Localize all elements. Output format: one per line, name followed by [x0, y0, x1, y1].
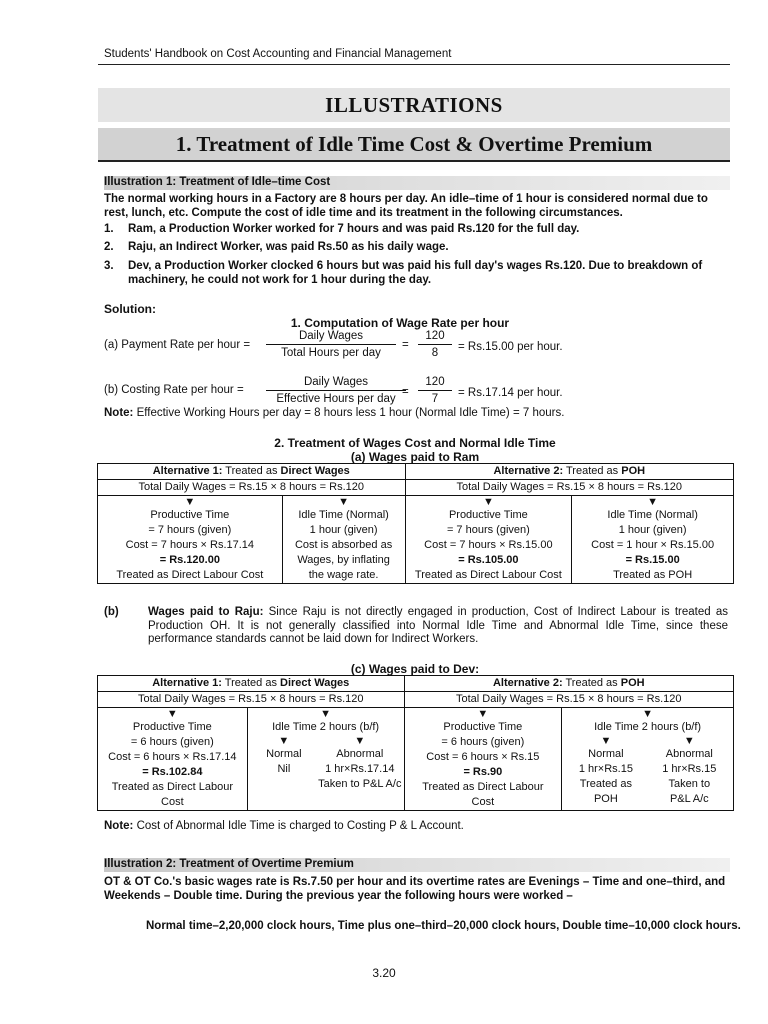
cell-line: the wage rate.	[308, 569, 379, 581]
cell-line: 1 hr×Rs.17.14	[325, 763, 395, 775]
illustrations-banner	[98, 88, 730, 122]
arrow-down-icon: ▼	[477, 708, 489, 720]
raju-paragraph	[148, 606, 728, 647]
arrow-down-icon: ▼	[647, 496, 659, 508]
solution-label: Solution:	[104, 302, 156, 316]
normal-branch	[250, 735, 318, 792]
alt-mid: Treated as	[563, 465, 622, 477]
cell-line: Abnormal	[665, 748, 713, 760]
equals-sign: =	[402, 339, 409, 351]
alt-prefix: Alternative 1:	[152, 677, 222, 689]
list-item	[104, 240, 734, 254]
productive-time-cell	[404, 708, 562, 811]
cell-line: Cost = 6 hours × Rs.17.14	[108, 751, 237, 763]
cell-line: Normal	[588, 748, 624, 760]
alt1-header	[98, 676, 405, 692]
cell-line: = 6 hours (given)	[130, 736, 214, 748]
costing-rate-fraction	[266, 376, 406, 405]
cell-line: Cost	[471, 796, 495, 808]
item-text: Raju, an Indirect Worker, was paid Rs.50 as his daily wage.	[128, 241, 449, 253]
hours-worked-line: Normal time–2,20,000 clock hours, Time plus one–third–20,000 clock hours, Double time–10,000 clock hours.	[146, 920, 741, 932]
arrow-down-icon: ▼	[683, 735, 695, 747]
header-rule	[98, 64, 730, 65]
alt-treatment: Direct Wages	[280, 677, 350, 689]
fraction-bar	[418, 344, 452, 345]
cell-line: Treated as Direct Labour	[111, 781, 233, 793]
computation-title: 1. Computation of Wage Rate per hour	[290, 316, 510, 330]
list-item	[104, 259, 734, 287]
alt-mid: Treated as	[221, 677, 280, 689]
normal-branch	[564, 735, 647, 807]
payment-rate-result: = Rs.15.00 per hour.	[458, 341, 563, 353]
alt2-header	[405, 464, 733, 480]
cell-line: = Rs.102.84	[142, 766, 203, 778]
fraction-denominator: 8	[431, 347, 439, 359]
cell-line: = Rs.120.00	[159, 554, 220, 566]
cell-line: = Rs.105.00	[458, 554, 519, 566]
productive-time-cell	[98, 708, 248, 811]
illustration-1-intro: The normal working hours in a Factory are 8 hours per day. An idle–time of 1 hour is considered normal due to rest, lunch, etc. Compute the cost of idle time and its treatment in the following circumstances.	[104, 193, 708, 219]
arrow-down-icon: ▼	[320, 708, 332, 720]
illustrations-heading: ILLUSTRATIONS	[325, 93, 503, 117]
arrow-down-icon: ▼	[642, 708, 654, 720]
cell-line: Idle Time (Normal)	[298, 509, 389, 521]
page-number: 3.20	[372, 966, 396, 980]
arrow-down-icon: ▼	[278, 735, 290, 747]
cell-line: Treated as Direct Labour Cost	[414, 569, 562, 581]
item-number: 1.	[104, 223, 114, 235]
fraction-denominator: Total Hours per day	[281, 347, 381, 359]
cell-line: Treated as Direct Labour	[422, 781, 544, 793]
fraction-bar	[266, 344, 396, 345]
illustration-2-title: Illustration 2: Treatment of Overtime Premium	[104, 858, 354, 870]
cell-line: Cost = 7 hours × Rs.15.00	[424, 539, 553, 551]
dev-title: (c) Wages paid to Dev:	[350, 662, 480, 676]
cell-line: 1 hour (given)	[309, 524, 378, 536]
idle-time-cell	[572, 496, 734, 584]
item-text: Dev, a Production Worker clocked 6 hours but was paid his full day's wages Rs.120. Due to breakdown of machinery, he could not work for 1 hour during the day.	[128, 260, 703, 286]
arrow-down-icon: ▼	[166, 708, 178, 720]
cell-line: Nil	[277, 763, 291, 775]
arrow-down-icon: ▼	[600, 735, 612, 747]
running-header: Students' Handbook on Cost Accounting and Financial Management	[104, 48, 452, 60]
cell-line: Productive Time	[150, 509, 230, 521]
fraction-bar	[266, 390, 406, 391]
section-heading: 1. Treatment of Idle Time Cost & Overtime Premium	[175, 132, 653, 156]
cell-line: Cost = 7 hours × Rs.17.14	[125, 539, 255, 551]
idle-time-cell	[562, 708, 734, 811]
cell-line: Abnormal	[336, 748, 384, 760]
ram-title: (a) Wages paid to Ram	[350, 450, 480, 464]
alt-mid: Treated as	[222, 465, 281, 477]
arrow-down-icon: ▼	[354, 735, 366, 747]
note-label: Note:	[104, 820, 134, 832]
section-banner	[98, 128, 730, 162]
abnormal-branch	[648, 735, 731, 807]
illustration-1-title: Illustration 1: Treatment of Idle–time Cost	[104, 176, 331, 188]
cell-line: Productive Time	[448, 509, 528, 521]
item-number: 3.	[104, 260, 114, 272]
cell-line: Idle Time (Normal)	[607, 509, 698, 521]
dev-wages-table	[97, 675, 734, 811]
cell-line: 1 hr×Rs.15	[578, 763, 633, 775]
total-wages-row: Total Daily Wages = Rs.15 × 8 hours = Rs.120	[405, 480, 733, 496]
cell-line: = 7 hours (given)	[148, 524, 232, 536]
cell-line: Taken to P&L A/c	[318, 778, 402, 790]
cell-line: Normal	[266, 748, 302, 760]
equals-sign: =	[402, 386, 409, 398]
alt-treatment: POH	[621, 465, 646, 477]
arrow-down-icon: ▼	[184, 496, 196, 508]
alt-prefix: Alternative 2:	[492, 677, 563, 689]
payment-rate-label: (a) Payment Rate per hour =	[104, 339, 251, 351]
cell-line: = Rs.90	[463, 766, 503, 778]
alt-treatment: POH	[620, 677, 645, 689]
note-label: Note:	[104, 407, 134, 419]
alt1-header	[98, 464, 406, 480]
effective-hours-note	[104, 407, 564, 419]
productive-time-cell	[405, 496, 572, 584]
idle-time-cell	[247, 708, 404, 811]
idle-time-cell	[282, 496, 405, 584]
costing-rate-result: = Rs.17.14 per hour.	[458, 387, 563, 399]
alt-prefix: Alternative 1:	[152, 465, 223, 477]
arrow-down-icon: ▼	[482, 496, 494, 508]
illustration-2-intro: OT & OT Co.'s basic wages rate is Rs.7.50 per hour and its overtime rates are Evenings – Time and one–third, and Weekends – Double time. During the previous year the following hours were worked –	[104, 876, 726, 902]
idle-split	[564, 735, 731, 807]
alt-treatment: Direct Wages	[280, 465, 350, 477]
cell-line: Productive Time	[132, 721, 212, 733]
costing-rate-label: (b) Costing Rate per hour =	[104, 384, 244, 396]
total-wages-row: Total Daily Wages = Rs.15 × 8 hours = Rs.120	[98, 692, 405, 708]
idle-head: Idle Time 2 hours (b/f)	[272, 721, 380, 733]
payment-rate-fraction	[266, 330, 396, 359]
cell-line: Treated as Direct Labour Cost	[116, 569, 264, 581]
cell-line: Treated as	[579, 778, 632, 790]
cell-line: = 6 hours (given)	[441, 736, 525, 748]
alt2-header	[404, 676, 733, 692]
cell-line: 1 hour (given)	[618, 524, 687, 536]
abnormal-idle-note	[104, 820, 464, 832]
cell-line: Productive Time	[443, 721, 523, 733]
cell-line: Cost = 1 hour × Rs.15.00	[591, 539, 715, 551]
cell-line: Cost is absorbed as	[294, 539, 393, 551]
fraction-bar	[418, 390, 452, 391]
cell-line: POH	[593, 793, 618, 805]
ram-wages-table	[97, 463, 734, 584]
raju-heading: Wages paid to Raju:	[148, 606, 264, 618]
costing-rate-values	[418, 376, 452, 405]
item-text: Ram, a Production Worker worked for 7 hours and was paid Rs.120 for the full day.	[128, 223, 580, 235]
list-item	[104, 222, 734, 236]
abnormal-branch	[318, 735, 401, 792]
fraction-numerator: Daily Wages	[298, 330, 364, 342]
cell-line: Cost = 6 hours × Rs.15	[426, 751, 540, 763]
cell-line: P&L A/c	[669, 793, 709, 805]
cell-line: 1 hr×Rs.15	[662, 763, 717, 775]
total-wages-row: Total Daily Wages = Rs.15 × 8 hours = Rs.120	[404, 692, 733, 708]
arrow-down-icon: ▼	[338, 496, 350, 508]
cell-line: = Rs.15.00	[625, 554, 680, 566]
note-text: Effective Working Hours per day = 8 hours less 1 hour (Normal Idle Time) = 7 hours.	[133, 407, 565, 419]
fraction-denominator: Effective Hours per day	[276, 393, 396, 405]
alt-mid: Treated as	[562, 677, 621, 689]
note-text: Cost of Abnormal Idle Time is charged to Costing P & L Account.	[133, 820, 464, 832]
fraction-numerator: Daily Wages	[303, 376, 369, 388]
cell-line: Cost	[161, 796, 184, 808]
fraction-numerator: 120	[425, 330, 445, 342]
idle-split	[250, 735, 402, 792]
fraction-denominator: 7	[431, 393, 439, 405]
alt-prefix: Alternative 2:	[493, 465, 564, 477]
cell-line: Taken to	[668, 778, 711, 790]
productive-time-cell	[98, 496, 283, 584]
treatment-title: 2. Treatment of Wages Cost and Normal Idle Time	[274, 436, 556, 450]
cell-line: = 7 hours (given)	[446, 524, 530, 536]
payment-rate-values	[418, 330, 452, 359]
item-number: 2.	[104, 241, 114, 253]
fraction-numerator: 120	[425, 376, 445, 388]
cell-line: Wages, by inflating	[297, 554, 390, 566]
idle-head: Idle Time 2 hours (b/f)	[594, 721, 702, 733]
total-wages-row: Total Daily Wages = Rs.15 × 8 hours = Rs.120	[98, 480, 406, 496]
cell-line: Treated as POH	[613, 569, 693, 581]
raju-label: (b)	[104, 606, 119, 618]
raju-text: Since Raju is not directly engaged in production, Cost of Indirect Labour is treated as Production OH. It is not generally classified into Normal Idle Time and Abnormal Idle Time, since these performance standards cannot be laid down for Indirect Workers.	[148, 606, 728, 645]
